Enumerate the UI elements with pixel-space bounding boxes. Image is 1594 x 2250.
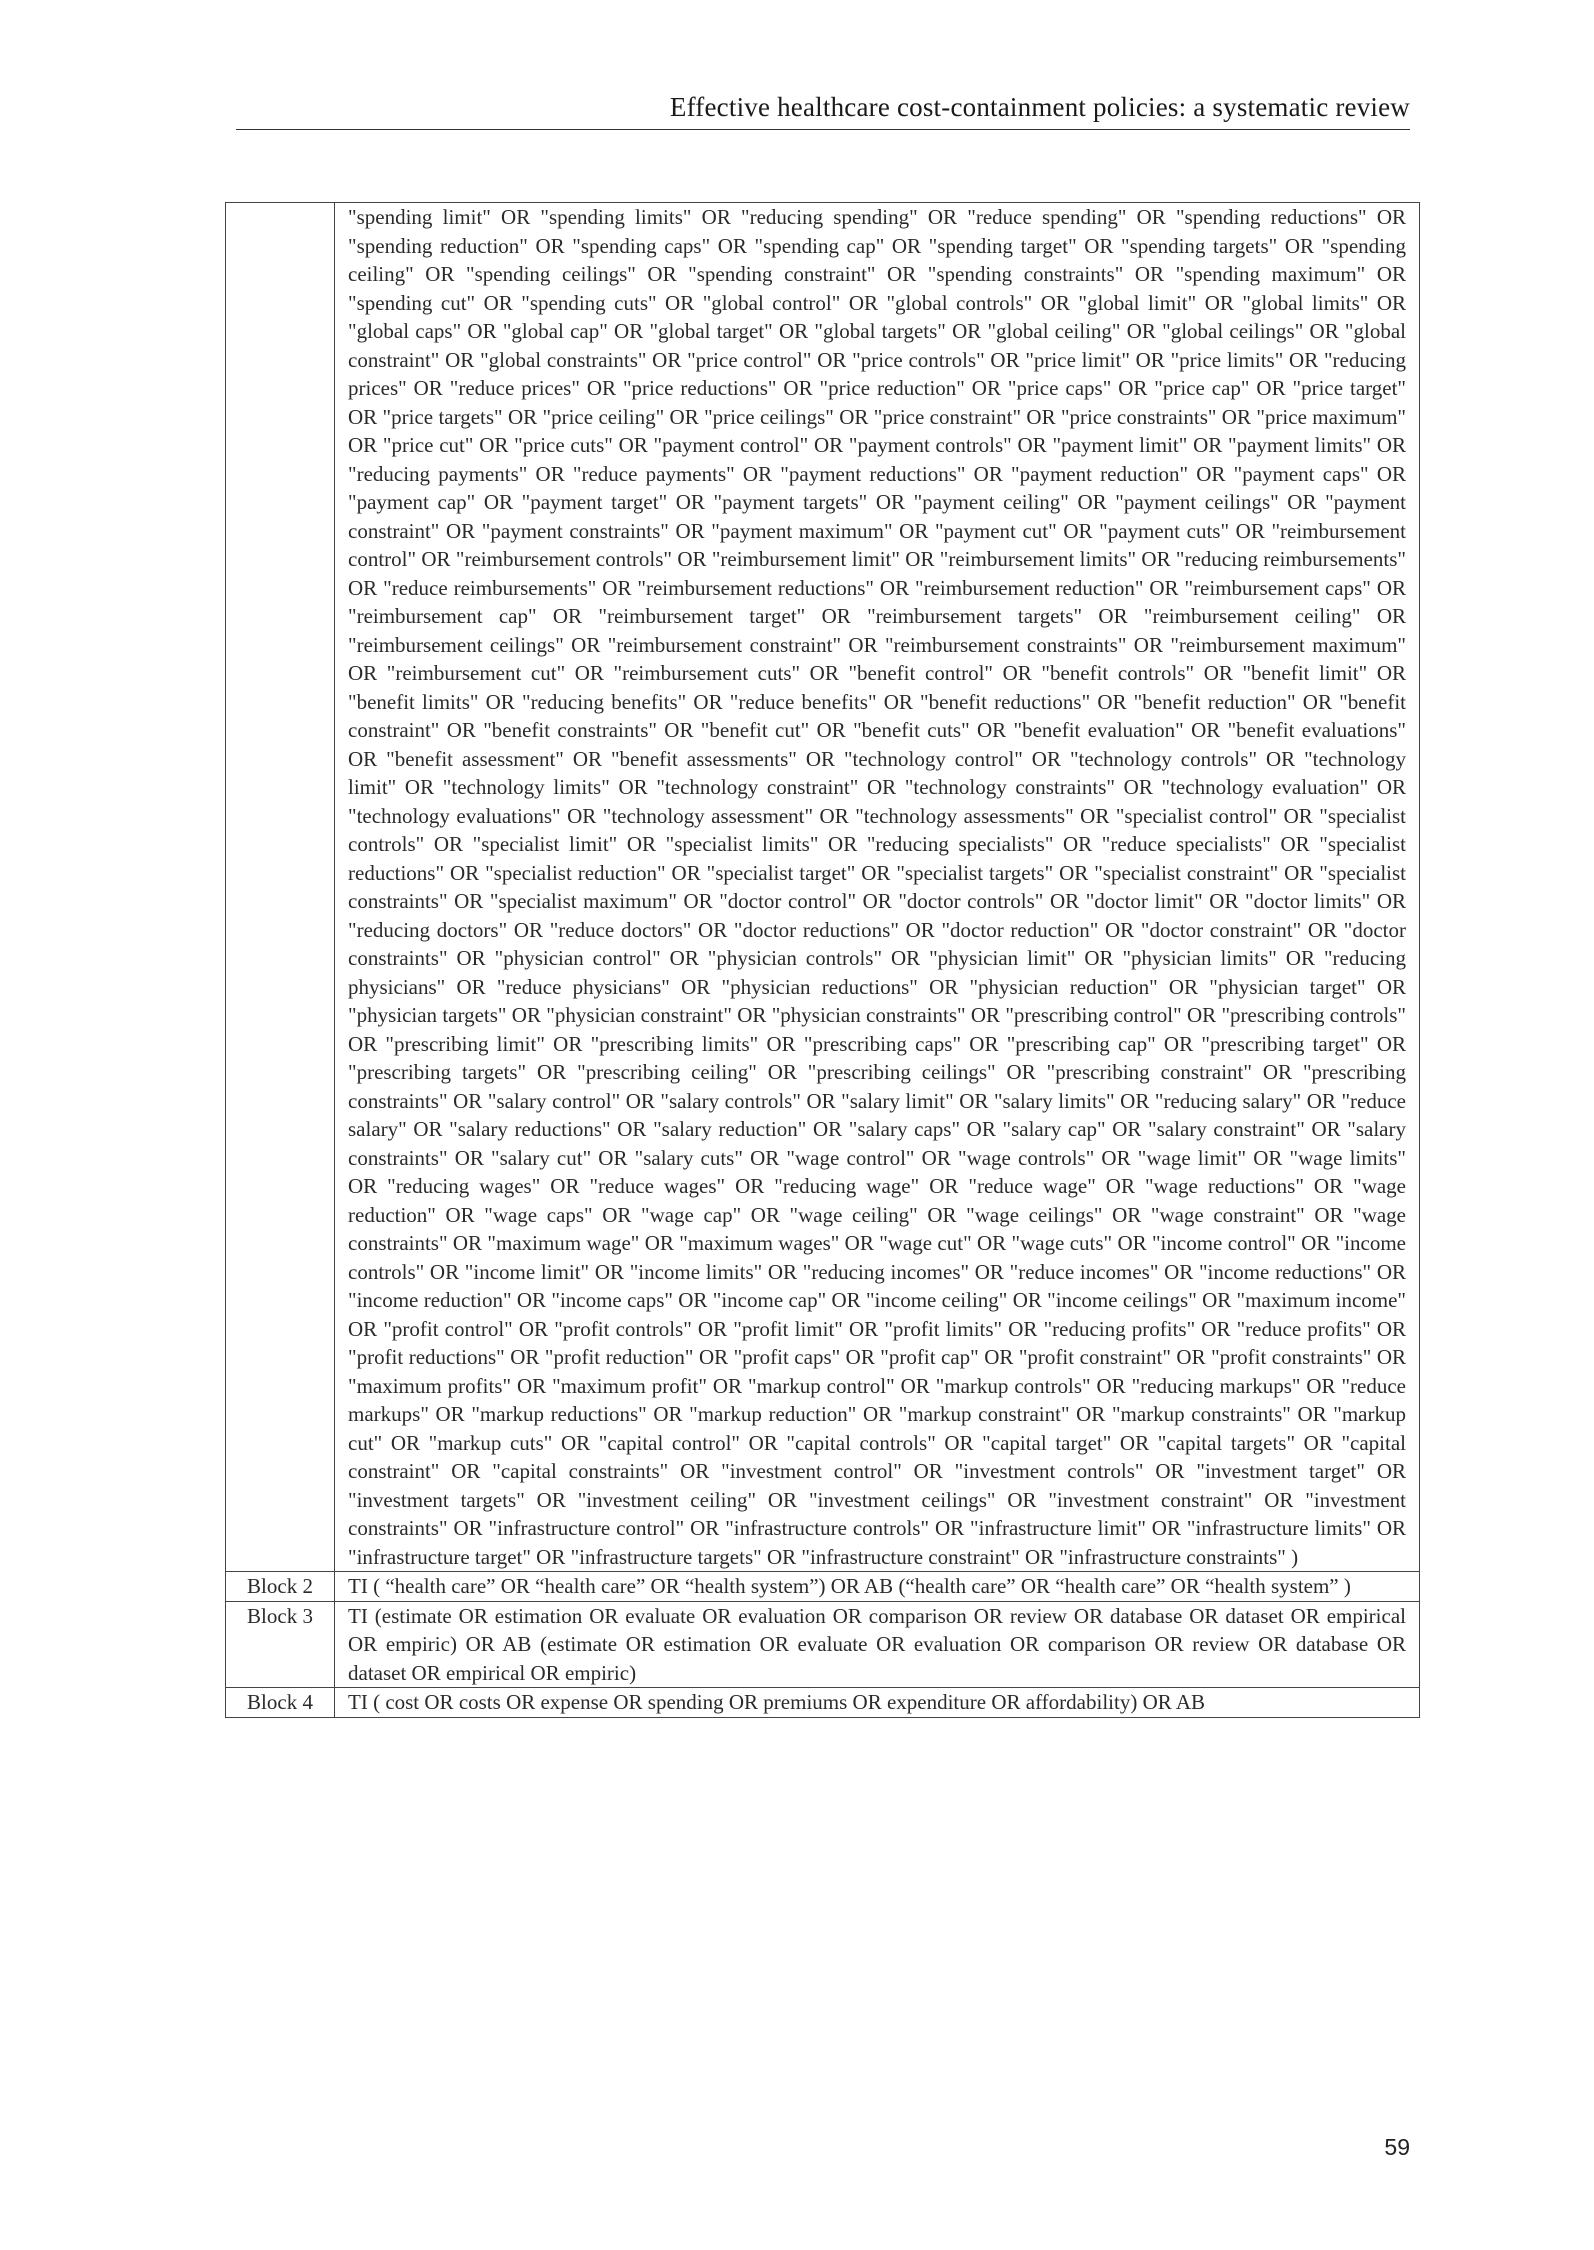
block-label [226,203,335,1572]
table-row-block-2 [226,1572,1420,1602]
block-label: Block 4 [226,1688,335,1718]
page-number: 59 [1384,2134,1410,2160]
table-row-block-1-continued [226,203,1420,1572]
block-query-text: TI (estimate OR estimation OR evaluate OR evaluation OR comparison OR review OR database OR dataset OR empirical OR empiric) OR AB (estimate OR estimation OR evaluate OR evaluation OR comparison OR review OR database OR dataset OR empirical OR empiric) [335,1601,1420,1688]
block-label: Block 3 [226,1601,335,1688]
block-query-text: TI ( “health care” OR “health care” OR “health system”) OR AB (“health care” OR “health care” OR “health system” ) [335,1572,1420,1602]
block-query-text: "spending limit" OR "spending limits" OR "reducing spending" OR "reduce spending" OR "spending reductions" OR "spending reduction" OR "spending caps" OR "spending cap" OR "spending target" OR "spending targets" OR "spending ceiling" OR "spending ceilings" OR "spending constraint" OR "spending constraints" OR "spending maximum" OR "spending cut" OR "spending cuts" OR "global control" OR "global controls" OR "global limit" OR "global limits" OR "global caps" OR "global cap" OR "global target" OR "global targets" OR "global ceiling" OR "global ceilings" OR "global constraint" OR "global constraints" OR "price control" OR "price controls" OR "price limit" OR "price limits" OR "reducing prices" OR "reduce prices" OR "price reductions" OR "price reduction" OR "price caps" OR "price cap" OR "price target" OR "price targets" OR "price ceiling" OR "price ceilings" OR "price constraint" OR "price constraints" OR "price maximum" OR "price cut" OR "price cuts" OR "payment control" OR "payment controls" OR "payment limit" OR "payment limits" OR "reducing payments" OR "reduce payments" OR "payment reductions" OR "payment reduction" OR "payment caps" OR "payment cap" OR "payment target" OR "payment targets" OR "payment ceiling" OR "payment ceilings" OR "payment constraint" OR "payment constraints" OR "payment maximum" OR "payment cut" OR "payment cuts" OR "reimbursement control" OR "reimbursement controls" OR "reimbursement limit" OR "reimbursement limits" OR "reducing reimbursements" OR "reduce reimbursements" OR "reimbursement reductions" OR "reimbursement reduction" OR "reimbursement caps" OR "reimbursement cap" OR "reimbursement target" OR "reimbursement targets" OR "reimbursement ceiling" OR "reimbursement ceilings" OR "reimbursement constraint" OR "reimbursement constraints" OR "reimbursement maximum" OR "reimbursement cut" OR "reimbursement cuts" OR "benefit control" OR "benefit controls" OR "benefit limit" OR "benefit limits" OR "reducing benefits" OR "reduce benefits" OR "benefit reductions" OR "benefit reduction" OR "benefit constraint" OR "benefit constraints" OR "benefit cut" OR "benefit cuts" OR "benefit evaluation" OR "benefit evaluations" OR "benefit assessment" OR "benefit assessments" OR "technology control" OR "technology controls" OR "technology limit" OR "technology limits" OR "technology constraint" OR "technology constraints" OR "technology evaluation" OR "technology evaluations" OR "technology assessment" OR "technology assessments" OR "specialist control" OR "specialist controls" OR "specialist limit" OR "specialist limits" OR "reducing specialists" OR "reduce specialists" OR "specialist reductions" OR "specialist reduction" OR "specialist target" OR "specialist targets" OR "specialist constraint" OR "specialist constraints" OR "specialist maximum" OR "doctor control" OR "doctor controls" OR "doctor limit" OR "doctor limits" OR "reducing doctors" OR "reduce doctors" OR "doctor reductions" OR "doctor reduction" OR "doctor constraint" OR "doctor constraints" OR "physician control" OR "physician controls" OR "physician limit" OR "physician limits" OR "reducing physicians" OR "reduce physicians" OR "physician reductions" OR "physician reduction" OR "physician target" OR "physician targets" OR "physician constraint" OR "physician constraints" OR "prescribing control" OR "prescribing controls" OR "prescribing limit" OR "prescribing limits" OR "prescribing caps" OR "prescribing cap" OR "prescribing target" OR "prescribing targets" OR "prescribing ceiling" OR "prescribing ceilings" OR "prescribing constraint" OR "prescribing constraints" OR "salary control" OR "salary controls" OR "salary limit" OR "salary limits" OR "reducing salary" OR "reduce salary" OR "salary reductions" OR "salary reduction" OR "salary caps" OR "salary cap" OR "salary constraint" OR "salary constraints" OR "salary cut" OR "salary cuts" OR "wage control" OR "wage controls" OR "wage limit" OR "wage limits" OR "reducing wages" OR "reduce wages" OR "reducing wage" OR "reduce wage" OR "wage reductions" OR "wage reduction" OR "wage caps" OR "wage cap" OR "wage ceiling" OR "wage ceilings" OR "wage constraint" OR "wage constraints" OR "maximum wage" OR "maximum wages" OR "wage cut" OR "wage cuts" OR "income control" OR "income controls" OR "income limit" OR "income limits" OR "reducing incomes" OR "reduce incomes" OR "income reductions" OR "income reduction" OR "income caps" OR "income cap" OR "income ceiling" OR "income ceilings" OR "maximum income" OR "profit control" OR "profit controls" OR "profit limit" OR "profit limits" OR "reducing profits" OR "reduce profits" OR "profit reductions" OR "profit reduction" OR "profit caps" OR "profit cap" OR "profit constraint" OR "profit constraints" OR "maximum profits" OR "maximum profit" OR "markup control" OR "markup controls" OR "reducing markups" OR "reduce markups" OR "markup reductions" OR "markup reduction" OR "markup constraint" OR "markup constraints" OR "markup cut" OR "markup cuts" OR "capital control" OR "capital controls" OR "capital target" OR "capital targets" OR "capital constraint" OR "capital constraints" OR "investment control" OR "investment controls" OR "investment target" OR "investment targets" OR "investment ceiling" OR "investment ceilings" OR "investment constraint" OR "investment constraints" OR "infrastructure control" OR "infrastructure controls" OR "infrastructure limit" OR "infrastructure limits" OR "infrastructure target" OR "infrastructure targets" OR "infrastructure constraint" OR "infrastructure constraints" ) [335,203,1420,1572]
block-label: Block 2 [226,1572,335,1602]
table-row-block-3 [226,1601,1420,1688]
search-strategy-table [225,202,1420,1718]
header-rule [236,129,1410,130]
running-header: Effective healthcare cost-containment policies: a systematic review [669,92,1410,122]
table-row-block-4 [226,1688,1420,1718]
block-query-text: TI ( cost OR costs OR expense OR spending OR premiums OR expenditure OR affordability) OR AB [335,1688,1420,1718]
